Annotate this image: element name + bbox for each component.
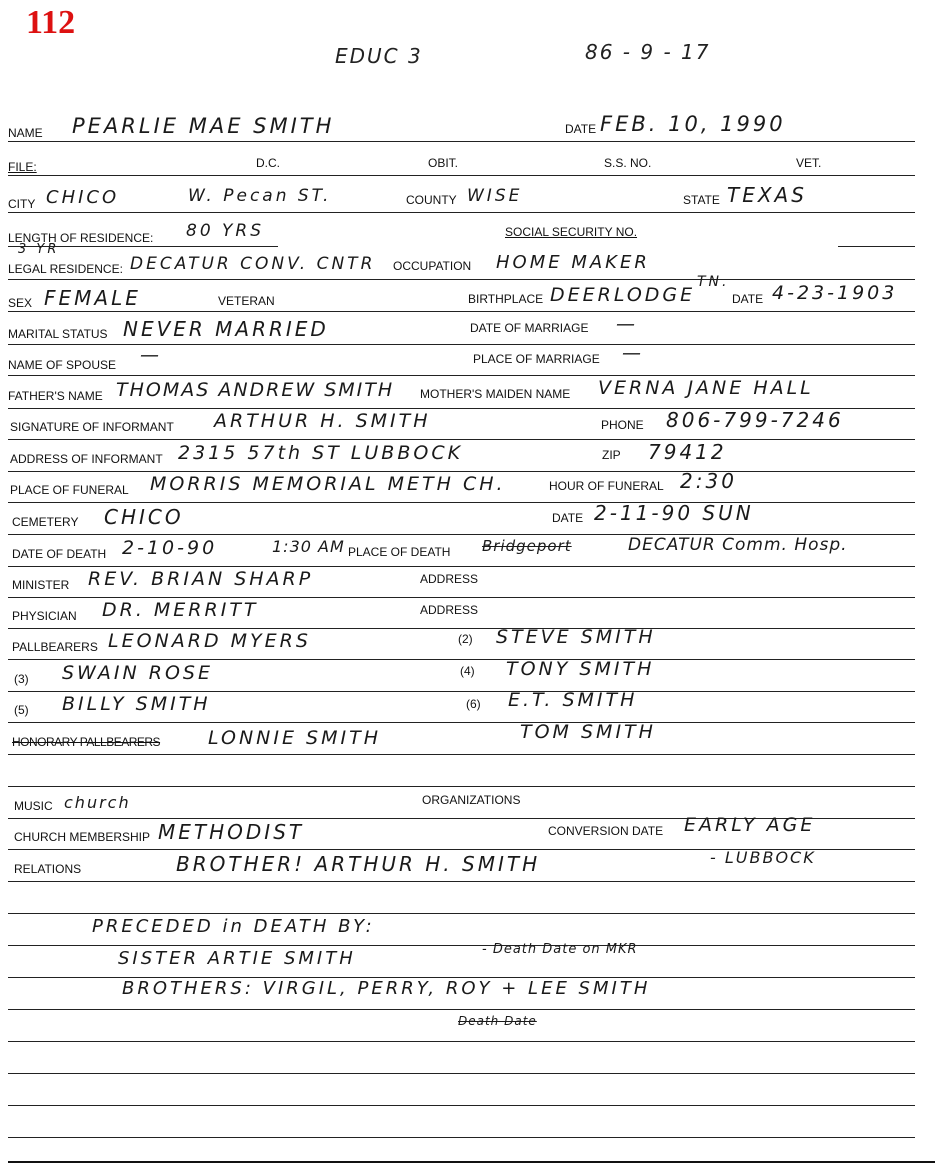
rule: [8, 659, 915, 660]
obit-label: OBIT.: [428, 156, 459, 170]
state-label: STATE: [683, 193, 720, 207]
rule: [8, 439, 915, 440]
phone-label: PHONE: [601, 418, 644, 432]
rule: [8, 311, 915, 312]
mother-label: MOTHER'S MAIDEN NAME: [420, 387, 571, 401]
addr-informant-label: ADDRESS OF INFORMANT: [10, 452, 163, 466]
phone-value: 806-799-7246: [666, 408, 844, 432]
rule: [8, 945, 915, 946]
name-value: PEARLIE MAE SMITH: [72, 114, 335, 138]
rule: [8, 1073, 915, 1074]
place-funeral-label: PLACE OF FUNERAL: [10, 483, 129, 497]
pallbearer-3: SWAIN ROSE: [62, 662, 213, 684]
spouse-label: NAME OF SPOUSE: [8, 358, 117, 372]
note-line-1: PRECEDED in DEATH BY:: [92, 916, 375, 937]
rule: [8, 1105, 915, 1106]
marital-value: NEVER MARRIED: [123, 317, 329, 341]
date-death-label: DATE OF DEATH: [12, 547, 107, 561]
rule: [8, 628, 915, 629]
cemetery-label: CEMETERY: [12, 515, 79, 529]
header-number: 86 - 9 - 17: [585, 40, 711, 64]
dc-label: D.C.: [256, 156, 280, 170]
row-length: [0, 217, 935, 247]
row-informant: [0, 410, 935, 440]
row-note-1: [0, 916, 935, 946]
row-legal: [0, 242, 935, 280]
row-marital: [0, 315, 935, 345]
father-label: FATHER'S NAME: [8, 389, 103, 403]
cemetery-date-value: 2-11-90 SUN: [594, 501, 754, 525]
rule: [8, 691, 915, 692]
header-code: EDUC 3: [335, 44, 423, 68]
row-note-4: [0, 1012, 935, 1042]
rule: [8, 141, 915, 142]
row-name: [0, 112, 935, 142]
pallbearer-2-num: (2): [458, 632, 473, 646]
relations-value: BROTHER! ARTHUR H. SMITH: [176, 852, 541, 876]
honorary-2: TOM SMITH: [520, 721, 656, 743]
length-extra: 3 YR: [18, 242, 60, 257]
birth-date-label: DATE: [732, 292, 764, 306]
church-label: CHURCH MEMBERSHIP: [14, 830, 151, 844]
rule: [8, 881, 915, 882]
minister-address-label: ADDRESS: [420, 572, 479, 586]
honorary-label: HONORARY PALLBEARERS: [12, 735, 161, 749]
date-death-value: 2-10-90: [122, 537, 218, 559]
hour-funeral-label: HOUR OF FUNERAL: [549, 479, 664, 493]
place-marriage-value: —: [622, 342, 644, 364]
rule: [8, 471, 915, 472]
city-value: CHICO: [46, 187, 120, 208]
street-value: W. Pecan ST.: [188, 186, 332, 206]
minister-value: REV. BRIAN SHARP: [88, 568, 314, 590]
rule: [8, 913, 915, 914]
cemetery-date-label: DATE: [552, 511, 584, 525]
row-address-informant: [0, 442, 935, 472]
rule: [8, 175, 915, 176]
rule: [8, 1009, 915, 1010]
zip-label: ZIP: [602, 448, 621, 462]
rule: [8, 1041, 915, 1042]
place-funeral-value: MORRIS MEMORIAL METH CH.: [150, 473, 506, 495]
note-line-2b: - Death Date on MKR: [482, 942, 638, 957]
row-church: [0, 814, 935, 850]
pallbearer-2: STEVE SMITH: [496, 626, 656, 648]
rule: [8, 279, 915, 280]
music-value: church: [64, 793, 131, 812]
date-marriage-label: DATE OF MARRIAGE: [470, 321, 589, 335]
rule: [8, 722, 915, 723]
pallbearer-1: LEONARD MYERS: [108, 630, 311, 652]
row-parents: [0, 379, 935, 409]
mother-value: VERNA JANE HALL: [598, 377, 814, 399]
name-label: NAME: [8, 126, 43, 140]
pallbearer-5: BILLY SMITH: [62, 693, 211, 715]
addr-informant-value: 2315 57th ST LUBBOCK: [178, 442, 464, 464]
place-marriage-label: PLACE OF MARRIAGE: [473, 352, 600, 366]
church-value: METHODIST: [158, 820, 305, 844]
row-spouse: [0, 342, 935, 376]
place-death-label: PLACE OF DEATH: [348, 545, 451, 559]
row-minister: [0, 568, 935, 598]
file-label: FILE:: [8, 160, 37, 174]
county-value: WISE: [467, 186, 523, 206]
sig-informant-label: SIGNATURE OF INFORMANT: [10, 420, 174, 434]
spouse-value: —: [140, 344, 162, 366]
row-cemetery: [0, 501, 935, 535]
birth-date-value: 4-23-1903: [772, 282, 898, 304]
pallbearer-6: E.T. SMITH: [508, 689, 638, 711]
pallbearer-4-num: (4): [460, 664, 475, 678]
hour-funeral-value: 2:30: [680, 469, 737, 493]
sex-value: FEMALE: [44, 286, 141, 310]
bottom-border: [8, 1161, 935, 1163]
honorary-1: LONNIE SMITH: [208, 727, 381, 749]
pallbearers-label: PALLBEARERS: [12, 640, 98, 654]
conversion-label: CONVERSION DATE: [548, 824, 664, 838]
rule: [8, 754, 915, 755]
sig-informant-value: ARTHUR H. SMITH: [214, 410, 431, 432]
sex-label: SEX: [8, 296, 33, 310]
rule: [8, 1137, 915, 1138]
rule: [8, 212, 915, 213]
occupation-value: HOME MAKER: [496, 252, 650, 273]
physician-value: DR. MERRITT: [102, 599, 259, 621]
row-blank-5: [0, 1108, 935, 1138]
note-line-2: SISTER ARTIE SMITH: [118, 948, 356, 969]
rule: [838, 246, 915, 247]
legal-label: LEGAL RESIDENCE:: [8, 262, 123, 276]
note-line-3: BROTHERS: VIRGIL, PERRY, ROY + LEE SMITH: [122, 978, 651, 999]
marital-label: MARITAL STATUS: [8, 327, 108, 341]
row-honorary: [0, 721, 935, 755]
row-note-2: [0, 942, 935, 978]
rule: [8, 597, 915, 598]
row-blank-3: [0, 1044, 935, 1074]
county-label: COUNTY: [406, 193, 457, 207]
row-blank-4: [0, 1076, 935, 1106]
vet-label: VET.: [796, 156, 822, 170]
occupation-label: OCCUPATION: [393, 259, 472, 273]
zip-value: 79412: [648, 440, 727, 464]
birth-state: TN.: [697, 274, 730, 290]
place-death-value: DECATUR Comm. Hosp.: [628, 535, 848, 555]
father-value: THOMAS ANDREW SMITH: [116, 379, 395, 401]
row-blank-2: [0, 884, 935, 914]
social-label: SOCIAL SECURITY NO.: [505, 225, 638, 239]
rule: [8, 375, 915, 376]
place-death-struck: Bridgeport: [482, 537, 572, 555]
relations-label: RELATIONS: [14, 862, 82, 876]
physician-label: PHYSICIAN: [12, 609, 77, 623]
rule: [8, 786, 915, 787]
birthplace-value: DEERLODGE: [550, 284, 696, 306]
pallbearer-5-num: (5): [14, 703, 29, 717]
time-death-value: 1:30 AM: [272, 537, 345, 556]
row-pallbearers-2: [0, 658, 935, 692]
pallbearer-4: TONY SMITH: [506, 658, 655, 680]
page-number: 112: [26, 4, 76, 41]
pallbearer-6-num: (6): [466, 697, 481, 711]
row-death: [0, 537, 935, 567]
conversion-value: EARLY AGE: [684, 814, 816, 836]
length-label: LENGTH OF RESIDENCE:: [8, 231, 154, 245]
legal-value: DECATUR CONV. CNTR: [130, 254, 376, 274]
rule: [8, 502, 915, 503]
date-value: FEB. 10, 1990: [600, 112, 786, 136]
music-label: MUSIC: [14, 799, 53, 813]
date-marriage-value: —: [616, 313, 638, 335]
pallbearer-3-num: (3): [14, 672, 29, 686]
minister-label: MINISTER: [12, 578, 70, 592]
row-pallbearers-1: [0, 626, 935, 660]
state-value: TEXAS: [727, 183, 807, 207]
cemetery-value: CHICO: [104, 505, 184, 529]
row-pallbearers-3: [0, 689, 935, 723]
row-city: [0, 183, 935, 213]
rule: [8, 566, 915, 567]
veteran-label: VETERAN: [218, 294, 275, 308]
length-value: 80 YRS: [186, 221, 265, 241]
date-label: DATE: [565, 122, 597, 136]
note-line-4-struck: Death Date: [458, 1014, 537, 1028]
row-relations: [0, 848, 935, 882]
row-blank-1: [0, 757, 935, 787]
row-sex: [0, 274, 935, 312]
physician-address-label: ADDRESS: [420, 603, 479, 617]
row-physician: [0, 599, 935, 629]
ssno-label: S.S. NO.: [604, 156, 652, 170]
organizations-label: ORGANIZATIONS: [422, 793, 521, 807]
row-note-3: [0, 980, 935, 1010]
row-funeral: [0, 469, 935, 503]
relations-city: - LUBBOCK: [710, 848, 816, 867]
row-file: [0, 146, 935, 176]
birthplace-label: BIRTHPLACE: [468, 292, 544, 306]
city-label: CITY: [8, 197, 36, 211]
